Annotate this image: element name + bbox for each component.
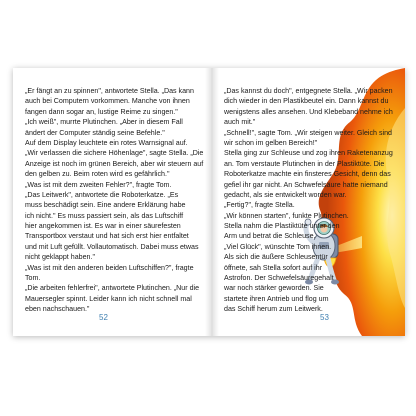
left-page [13, 68, 212, 336]
text-line: wenigstens alles ansehen. Und Klebeband nehme ich [224, 107, 393, 116]
text-line: den gelben zu. Beim roten wird es gefährlich." [25, 170, 170, 179]
text-line: nicht geklappt haben." [25, 253, 95, 262]
text-line: Tom. [25, 274, 41, 283]
text-line: Anzeige ist noch im grünen Bereich, aber wir steuern auf [25, 159, 204, 168]
text-line: an. Tom verstaute Plutinchen in der Plastiktüte. Die [224, 159, 385, 168]
text-line: das Schiff herum zum Leitwerk. [224, 305, 323, 314]
left-page-text [25, 86, 203, 315]
text-line: gedacht, als sie entwickelt worden war. [224, 190, 347, 199]
text-line: und mit Luft gefüllt. Vollautomatisch. Dabei muss etwas [25, 242, 199, 251]
page-number: 52 [99, 313, 108, 322]
text-line: „Was ist mit dem zweiten Fehler?", fragte Tom. [25, 180, 172, 189]
text-line: Roboterkatze machte ein finsteres Gesicht, denn das [224, 170, 391, 179]
text-line: startete ihren Antrieb und flog um [224, 294, 329, 303]
text-line: war noch stärker geworden. Sie [224, 284, 324, 293]
text-line: „Er fängt an zu spinnen", antwortete Stella. „Das kann [25, 87, 194, 95]
text-line: ändert der Computer ständig seine Befehle." [25, 128, 165, 137]
right-page [212, 68, 405, 336]
text-line: Mauersegler spinnt. Leider kann ich nicht schnell mal [25, 294, 192, 303]
text-line: dich wieder in den Plastikbeutel ein. Dann kannst du [224, 97, 389, 106]
text-line: Arm und betrat die Schleuse. [224, 232, 316, 241]
text-line: „Ich weiß", murrte Plutinchen. „Aber in diesem Fall [25, 118, 183, 127]
text-line: „Fertig?", fragte Stella. [224, 201, 295, 210]
text-line: muss beschädigt sein. Eine andere Erklärung habe [25, 201, 186, 210]
text-line: ich nicht." Es muss passiert sein, als das Luftschiff [25, 211, 184, 220]
text-line: Transportbox verstaut und hat sich erst hier entfaltet [25, 232, 189, 241]
text-line: Stella ging zur Schleuse und zog ihren Raketenanzug [224, 149, 393, 158]
text-line: öffnete, sah Stella sofort auf ihr [224, 263, 323, 272]
text-line: wir schon im gelben Bereich!" [224, 138, 318, 147]
text-line: auch mit." [224, 118, 256, 127]
text-line: auch bei Computern vorkommen. Manche von ihnen [25, 97, 190, 106]
text-line: Stella nahm die Plastiktüte unter den [224, 222, 340, 231]
book-spread [13, 68, 405, 336]
text-line: „Viel Glück", wünschte Tom ihnen. [224, 242, 332, 251]
text-line: hier angekommen ist. Es war in einer säurefesten [25, 222, 181, 231]
text-line: Astrofon. Der Schwefelsäuregehalt [224, 274, 334, 283]
text-line: „Die arbeiten fehlerfrei", antwortete Plutinchen. „Nur die [25, 284, 200, 293]
text-line: gefiel ihr gar nicht. An Schwefelsäure hatte niemand [224, 180, 388, 189]
text-line: Auf dem Display leuchtete ein rotes Warnsignal auf. [25, 138, 188, 147]
right-page-text [224, 86, 393, 315]
text-line: „Das kannst du doch", entgegnete Stella. „Wir packen [224, 87, 393, 95]
text-line: „Schnell!", sagte Tom. „Wir steigen weiter. Gleich sind [224, 128, 392, 137]
text-line: fangen dann sogar an, lustige Reime zu singen." [25, 107, 178, 116]
page-number: 53 [320, 313, 329, 322]
text-line: „Das Leitwerk", antwortete die Roboterkatze. „Es [25, 190, 179, 199]
text-line: „Wir können starten", funkte Plutinchen. [224, 211, 349, 220]
text-line: „Wir verlassen die sichere Höhenlage", sagte Stella. „Die [25, 149, 204, 158]
text-line: Als sich die äußere Schleusentür [224, 253, 328, 262]
text-line: „Was ist mit den anderen beiden Luftschiffen?", fragte [25, 263, 194, 272]
text-line: eben nachschauen." [25, 305, 90, 314]
